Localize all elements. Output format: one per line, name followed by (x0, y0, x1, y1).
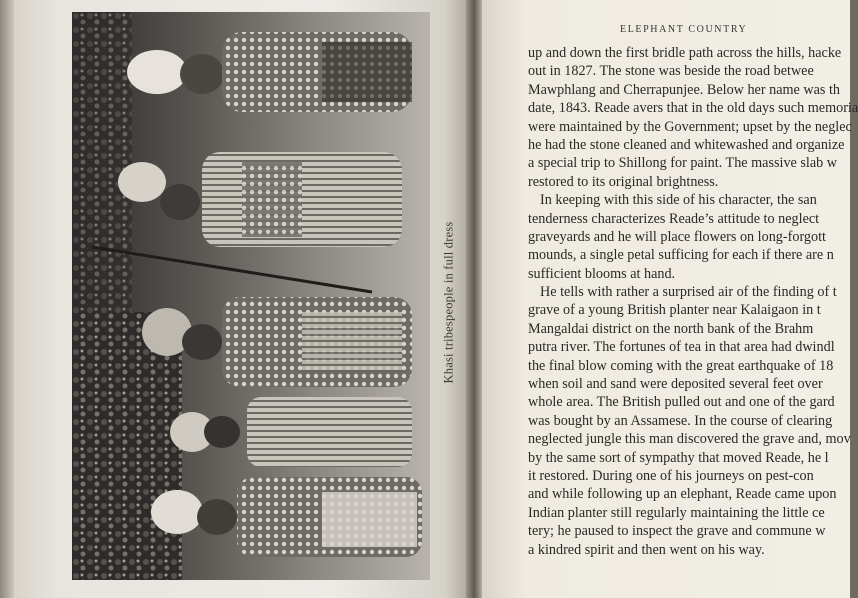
text-line: sufficient blooms at hand. (528, 265, 676, 282)
text-line: tery; he paused to inspect the grave and commune w (528, 523, 826, 540)
text-line: Mawphlang and Cherrapunjee. Below her name was th (528, 81, 841, 98)
tribespeople-photograph (72, 12, 430, 580)
text-line: he had the stone cleaned and whitewashed and organize (528, 136, 845, 153)
text-line: a kindred spirit and then went on his way. (528, 541, 765, 558)
body-text (528, 44, 858, 558)
text-line: a special trip to Shillong for paint. The massive slab w (528, 155, 838, 172)
text-line: whole area. The British pulled out and one of the gard (528, 394, 835, 411)
text-line: were maintained by the Government; upset by the neglec (528, 118, 852, 135)
text-line: restored to its original brightness. (528, 173, 719, 190)
text-line: mounds, a single petal sufficing for each if there are n (528, 247, 834, 264)
text-line: neglected jungle this man discovered the grave and, mov (528, 431, 851, 448)
text-line: Indian planter still regularly maintaining the little ce (528, 504, 825, 521)
photo-caption (436, 220, 462, 385)
text-line: by the same sort of sympathy that moved Reade, he l (528, 449, 829, 466)
text-line: In keeping with this side of his character, the san (540, 192, 817, 209)
text-line: date, 1843. Reade avers that in the old days such memoria (528, 100, 858, 117)
photograph-image (72, 12, 430, 580)
text-line: it restored. During one of his journeys on pest-con (528, 467, 814, 484)
text-line: putra river. The fortunes of tea in that area had dwindl (528, 339, 835, 356)
text-line: the final blow coming with the great earthquake of 18 (528, 357, 834, 374)
text-line: and while following up an elephant, Reade came upon (528, 486, 837, 503)
text-line: when soil and sand were deposited several feet over (528, 376, 823, 393)
text-line: graveyards and he will place flowers on long-forgott (528, 228, 826, 245)
text-line: He tells with rather a surprised air of the finding of t (540, 284, 837, 301)
text-line: was bought by an Assamese. In the course of clearing (528, 412, 833, 429)
text-line: tenderness characterizes Reade’s attitude to neglect (528, 210, 820, 227)
text-line: out in 1827. The stone was beside the road betwee (528, 63, 814, 80)
photo-caption-text: Khasi tribespeople in full dress (441, 221, 456, 384)
running-head: ELEPHANT COUNTRY (620, 24, 748, 35)
text-line: Mangaldai district on the north bank of the Brahm (528, 320, 814, 337)
text-line: grave of a young British planter near Kalaigaon in t (528, 302, 821, 319)
text-line: up and down the first bridle path across the hills, hacke (528, 45, 842, 61)
